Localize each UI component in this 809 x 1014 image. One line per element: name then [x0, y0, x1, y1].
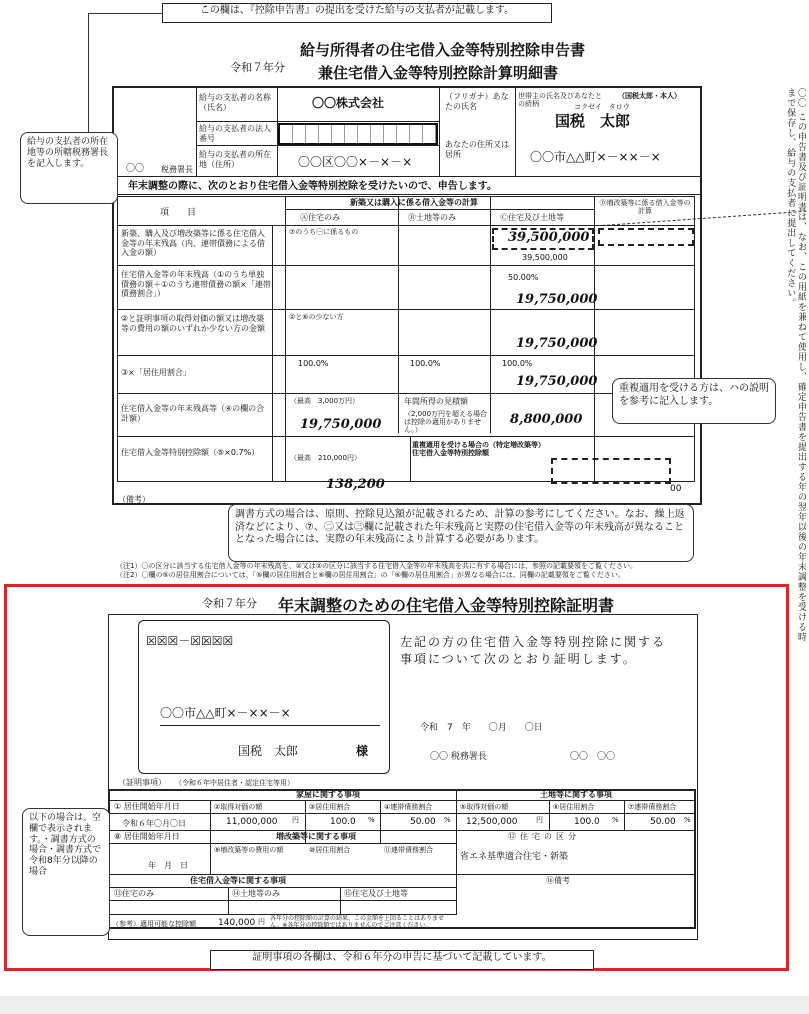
form-subtitle: 兼住宅借入金等特別控除計算明細書: [318, 64, 559, 82]
l-cost-yen: 円: [536, 816, 543, 824]
row4-b-pct: 100.0%: [410, 359, 441, 368]
applicant-name: 国税 太郎: [555, 112, 631, 130]
form-year: 令和７年分: [230, 61, 285, 74]
h-ratio: 100.0: [330, 817, 356, 827]
row3-label: ②と証明事項の取得対価の額又は増改築等の費用の額のいずれか少ない方の金額: [121, 314, 265, 333]
l-joint: 50.00: [650, 817, 676, 827]
footnote-1: （注1）〇の区分に該当する住宅借入金等の年末残高を、②又は②の区分に該当する住宅借入金等の年末残高を共に有する場合には、参照の記載要領をご覧ください。: [116, 562, 638, 570]
row2-c-value: 19,750,000: [516, 292, 598, 307]
form-title: 給与所得者の住宅借入金等特別控除申告書: [300, 41, 586, 59]
remarks-label: （備考）: [118, 495, 150, 504]
l-cost: 12,500,000: [466, 817, 518, 827]
callout-tax-office: 給与の支払者の所在地等の所轄税務署長を記入します。: [20, 132, 118, 204]
income-value: 8,800,000: [510, 412, 583, 427]
tax-office-label: 税務署長: [161, 165, 193, 174]
payer-name-label: 給与の支払者の名称（氏名）: [199, 93, 271, 112]
row6-value: 138,200: [326, 477, 385, 492]
cert-items-label: （証明事項）: [118, 778, 166, 787]
loan-b: ⑭土地等のみ: [232, 889, 280, 898]
payer-name: 〇〇株式会社: [312, 96, 385, 110]
move-in2: 年 月 日: [148, 861, 188, 870]
reno-cost: ⑨増改築等の費用の額: [214, 846, 284, 854]
row1-d-box: [598, 228, 694, 246]
l-ratio-label: ⑥居住用割合: [553, 803, 595, 811]
callout-bottom: 証明事項の各欄は、令和６年分の申告に基づいて記載しています。: [210, 950, 594, 970]
cert-items-sub: （令和６年中居住者・認定住宅等用）: [175, 779, 294, 787]
h-ratio-pct: %: [368, 816, 375, 824]
applicant-addr: 〇〇市△△町×－××－×: [530, 150, 661, 164]
row3-a-note: ②と⑥の少ない方: [289, 313, 344, 321]
l-joint-label: ⑦連帯債務割合: [628, 803, 677, 811]
reno-header: 増改築等に関する事項: [276, 832, 356, 841]
loan-c: ⑮住宅及び土地等: [344, 889, 408, 898]
cert-year: 令和７年分: [202, 597, 257, 610]
row5-value: 19,750,000: [300, 417, 382, 432]
loan-a: ⑬住宅のみ: [114, 889, 154, 898]
move-in: 令和６年〇月〇日: [122, 819, 186, 828]
ref-value: 140,000: [218, 918, 256, 928]
col-item: 項 目: [160, 208, 197, 218]
row3-c-value: 19,750,000: [516, 336, 598, 351]
row5-max: （最高 3,000万円）: [290, 397, 360, 405]
cert-statement: 左記の方の住宅借入金等特別控除に関する事項について次のとおり証明します。: [400, 635, 667, 666]
ref-value-yen: 円: [258, 918, 265, 926]
row1-a-note: ⑦のうち㊀に係るもの: [289, 228, 359, 236]
form-intro: 年末調整の際に、次のとおり住宅借入金等特別控除を受けたいので、申告します。: [128, 181, 497, 192]
reno-joint: ⑪連帯債務割合: [384, 846, 433, 854]
row1-label: 新築、購入及び増改築等に係る住宅借入金等の年末残高（内、連帯債務による借入金の額）: [121, 229, 265, 258]
col-d: Ⓓ増改築等に係る借入金等の計算: [599, 199, 691, 216]
kind-label: ⑫住宅の区分: [508, 832, 580, 841]
row6-label: 住宅借入金等特別控除額（⑤×0.7%）: [121, 448, 260, 457]
move-in-label: ① 居住開始年月日: [114, 802, 180, 811]
col-a: Ⓐ住宅のみ: [300, 213, 340, 222]
cert-office: 〇〇 税務署長: [430, 752, 487, 762]
h-cost-yen: 円: [292, 816, 299, 824]
addr-label: あなたの住所又は居所: [445, 140, 509, 159]
h-ratio-label: ③居住用割合: [309, 803, 351, 811]
remarks-label-cert: ⑯備考: [546, 876, 570, 885]
dup-tail: 00: [670, 484, 682, 494]
payer-addr: 〇〇区〇〇×－×－×: [298, 155, 413, 169]
ref-note: 各年分の控除額の計算の結果、この金額を上回ることはありません。※各年分の控除額ではありませんのでご注意ください。: [270, 915, 445, 929]
cert-date: 令和 7 年 〇月 〇日: [420, 723, 543, 733]
row1-c-value: 39,500,000: [508, 230, 590, 245]
dup-label: 重複適用を受ける場合の（特定増改築等）住宅借入金等特別控除額: [412, 441, 545, 458]
l-cost-label: ⑤取得対価の額: [460, 803, 509, 811]
col-b: Ⓑ土地等のみ: [408, 213, 456, 222]
h-joint-pct: %: [444, 816, 451, 824]
row2-label: 住宅借入金等の年末残高（①のうち単独債務の額＋①のうち連帯債務の額×「連帯債務割合」）: [121, 270, 271, 299]
ref-label: （参考）適用可能な控除額: [112, 920, 196, 928]
cert-sama: 様: [356, 744, 369, 758]
reno-ratio: ⑩居住用割合: [309, 846, 351, 854]
income-note: （2,000万円を超える場合は控除の適用がありません。）: [404, 410, 488, 435]
furigana-label: （フリガナ）あなたの氏名: [445, 92, 509, 111]
side-note: 〇〇 この申告書及び証明書は、なお、この用紙を兼ねて使用し、確定申告書を提出する年の翌年以後の年末調整を受ける時まで保存し、給与の支払者に提出してください。: [785, 88, 806, 642]
row5-label: 住宅借入金等の年末残高等（④の欄の合計額）: [121, 404, 265, 423]
tax-office-prefix: 〇〇: [126, 164, 145, 174]
kind-value: 省エネ基準適合住宅・新築: [460, 852, 569, 862]
callout-blank: 以下の場合は、空欄で表示されます。・調書方式の場合・調書方式で令和8年分以降の場合: [22, 808, 110, 936]
row6-max: （最高 210,000円）: [290, 454, 361, 462]
row4-a-pct: 100.0%: [298, 359, 329, 368]
l-joint-pct: %: [684, 816, 691, 824]
row4-label: ③×「居住用割合」: [121, 368, 191, 377]
payer-corp-label: 給与の支払者の法人番号: [199, 124, 271, 143]
cert-address: 〇〇市△△町×－××－×: [160, 706, 291, 720]
loan-header: 住宅借入金等に関する事項: [190, 876, 286, 885]
row4-c-value: 19,750,000: [516, 374, 598, 389]
footnote-2: （注2）〇欄の⑤の居住用割合については、「⑤欄の居住用割合と⑥欄の居住用割合」の「⑥欄の居住用割合」が異なる場合には、同欄の記載要領をご覧ください。: [116, 571, 625, 579]
move-in2-label: ⑧ 居住開始年月日: [114, 832, 180, 841]
top-callout: この欄は、『控除申告書』の提出を受けた給与の支払者が記載します。: [162, 3, 552, 23]
h-joint-label: ④連帯債務割合: [384, 803, 433, 811]
callout-survey: 調書方式の場合は、原則、控除見込額が記載されるため、計算の参考にしてください。なお、繰上返済などにより、⑦、㊁又は㊂欄に記載された年末残高と実際の住宅借入金等の年末残高が異なることとなった場合には、実際の年末残高により計算する必要があります。: [228, 504, 694, 562]
l-ratio-pct: %: [612, 816, 619, 824]
cert-title: 年末調整のための住宅借入金等特別控除証明書: [278, 596, 615, 615]
spouse-value: （国税太郎・本人）: [618, 92, 681, 100]
income-label: 年間所得の見積額: [404, 397, 468, 406]
bottom-bar: [0, 996, 809, 1014]
payer-addr-label: 給与の支払者の所在地（住所）: [199, 150, 271, 169]
dup-box: [551, 458, 671, 484]
row4-c-pct: 100.0%: [502, 359, 533, 368]
row1-c-sub: 39,500,000: [522, 253, 568, 262]
spouse-note: 世帯主の氏名及びあなたとの続柄: [518, 92, 602, 109]
callout-duplicate: 重複適用を受ける方は、ハの説明を参考に記入します。: [612, 378, 776, 424]
house-header: 家屋に関する事項: [296, 790, 360, 799]
corp-number-field[interactable]: [278, 123, 438, 145]
h-cost: 11,000,000: [226, 817, 278, 827]
cert-name: 国税 太郎: [238, 744, 299, 758]
h-joint: 50.00: [410, 817, 436, 827]
cert-officer: 〇〇 〇〇: [570, 752, 616, 762]
furigana: コクゼイ タロウ: [574, 103, 630, 111]
land-header: 土地等に関する事項: [540, 790, 612, 799]
col-new: 新築又は購入に係る借入金等の計算: [350, 198, 478, 207]
col-c: Ⓒ住宅及び土地等: [500, 213, 564, 222]
postal-code: ☒☒☒－☒☒☒☒: [146, 634, 234, 648]
row2-c-pct: 50.00%: [508, 273, 539, 282]
connector-line: [88, 13, 162, 14]
h-cost-label: ②取得対価の額: [214, 803, 263, 811]
l-ratio: 100.0: [574, 817, 600, 827]
